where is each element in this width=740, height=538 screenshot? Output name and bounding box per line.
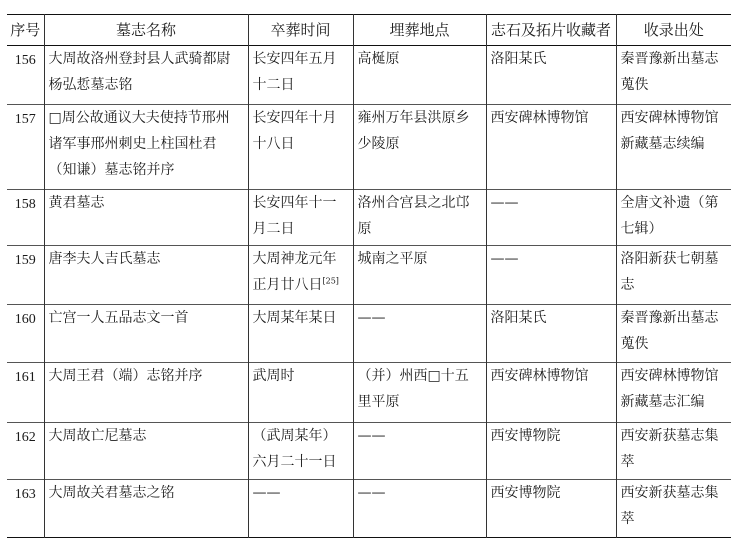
row-number: 162 (7, 423, 44, 480)
table-row (7, 246, 731, 305)
row-number: 161 (7, 363, 44, 423)
epitaph-name: □周公故通议大夫使持节邢州诸军事邢州刺史上柱国杜君（知谦）墓志铭并序 (44, 105, 248, 190)
collection-holder: 洛阳某氏 (486, 46, 616, 105)
collection-holder: 西安碑林博物馆 (486, 363, 616, 423)
epitaph-name: 大周王君（端）志铭并序 (44, 363, 248, 423)
header-cell-holder: 志石及拓片收藏者 (486, 15, 616, 46)
collection-holder: 洛阳某氏 (486, 305, 616, 363)
source-publication: 全唐文补遗（第七辑） (616, 190, 731, 246)
collection-holder: 西安碑林博物馆 (486, 105, 616, 190)
table-row (7, 105, 731, 190)
source-publication: 西安新获墓志集萃 (616, 480, 731, 538)
row-number: 157 (7, 105, 44, 190)
header-cell-place: 埋葬地点 (353, 15, 486, 46)
burial-time: （武周某年）六月二十一日 (248, 423, 353, 480)
source-publication: 西安碑林博物馆新藏墓志续编 (616, 105, 731, 190)
table-row (7, 190, 731, 246)
header-cell-name: 墓志名称 (44, 15, 248, 46)
epitaph-name: 大周故亡尼墓志 (44, 423, 248, 480)
table-row (7, 305, 731, 363)
burial-place: 洛州合宫县之北邙原 (353, 190, 486, 246)
header-cell-time: 卒葬时间 (248, 15, 353, 46)
burial-time: 长安四年十一月二日 (248, 190, 353, 246)
header-row (7, 15, 731, 46)
burial-time: 长安四年十月十八日 (248, 105, 353, 190)
burial-place: （并）州西□十五里平原 (353, 363, 486, 423)
epitaph-name: 黄君墓志 (44, 190, 248, 246)
header-cell-no: 序号 (7, 15, 44, 46)
header-cell-source: 收录出处 (616, 15, 731, 46)
source-publication: 洛阳新获七朝墓志 (616, 246, 731, 305)
source-publication: 秦晋豫新出墓志蒐佚 (616, 46, 731, 105)
collection-holder: 西安博物院 (486, 423, 616, 480)
burial-time (248, 246, 353, 305)
row-number: 158 (7, 190, 44, 246)
burial-time: —— (248, 480, 353, 538)
source-publication: 西安碑林博物馆新藏墓志汇编 (616, 363, 731, 423)
footnote-marker: [25] (322, 276, 339, 286)
burial-time: 武周时 (248, 363, 353, 423)
burial-place: 雍州万年县洪原乡少陵原 (353, 105, 486, 190)
burial-place: —— (353, 305, 486, 363)
collection-holder: 西安博物院 (486, 480, 616, 538)
burial-place: —— (353, 480, 486, 538)
epitaph-name: 大周故洛州登封县人武骑都尉杨弘悊墓志铭 (44, 46, 248, 105)
epitaph-name: 唐李夫人吉氏墓志 (44, 246, 248, 305)
burial-time: 长安四年五月十二日 (248, 46, 353, 105)
burial-place: 城南之平原 (353, 246, 486, 305)
table-header (7, 15, 731, 46)
row-number: 160 (7, 305, 44, 363)
burial-place: 高梴原 (353, 46, 486, 105)
row-number: 156 (7, 46, 44, 105)
epitaph-name: 亡宫一人五品志文一首 (44, 305, 248, 363)
table-row (7, 480, 731, 538)
table-row (7, 423, 731, 480)
collection-holder: —— (486, 190, 616, 246)
source-publication: 西安新获墓志集萃 (616, 423, 731, 480)
epitaph-name: 大周故关君墓志之铭 (44, 480, 248, 538)
row-number: 163 (7, 480, 44, 538)
table-body (7, 46, 731, 538)
source-publication: 秦晋豫新出墓志蒐佚 (616, 305, 731, 363)
epitaph-table (7, 14, 731, 538)
burial-time: 大周某年某日 (248, 305, 353, 363)
collection-holder: —— (486, 246, 616, 305)
burial-time-text: 大周神龙元年正月廿八日 (252, 251, 337, 293)
row-number: 159 (7, 246, 44, 305)
burial-place: —— (353, 423, 486, 480)
table-row (7, 363, 731, 423)
table-row (7, 46, 731, 105)
